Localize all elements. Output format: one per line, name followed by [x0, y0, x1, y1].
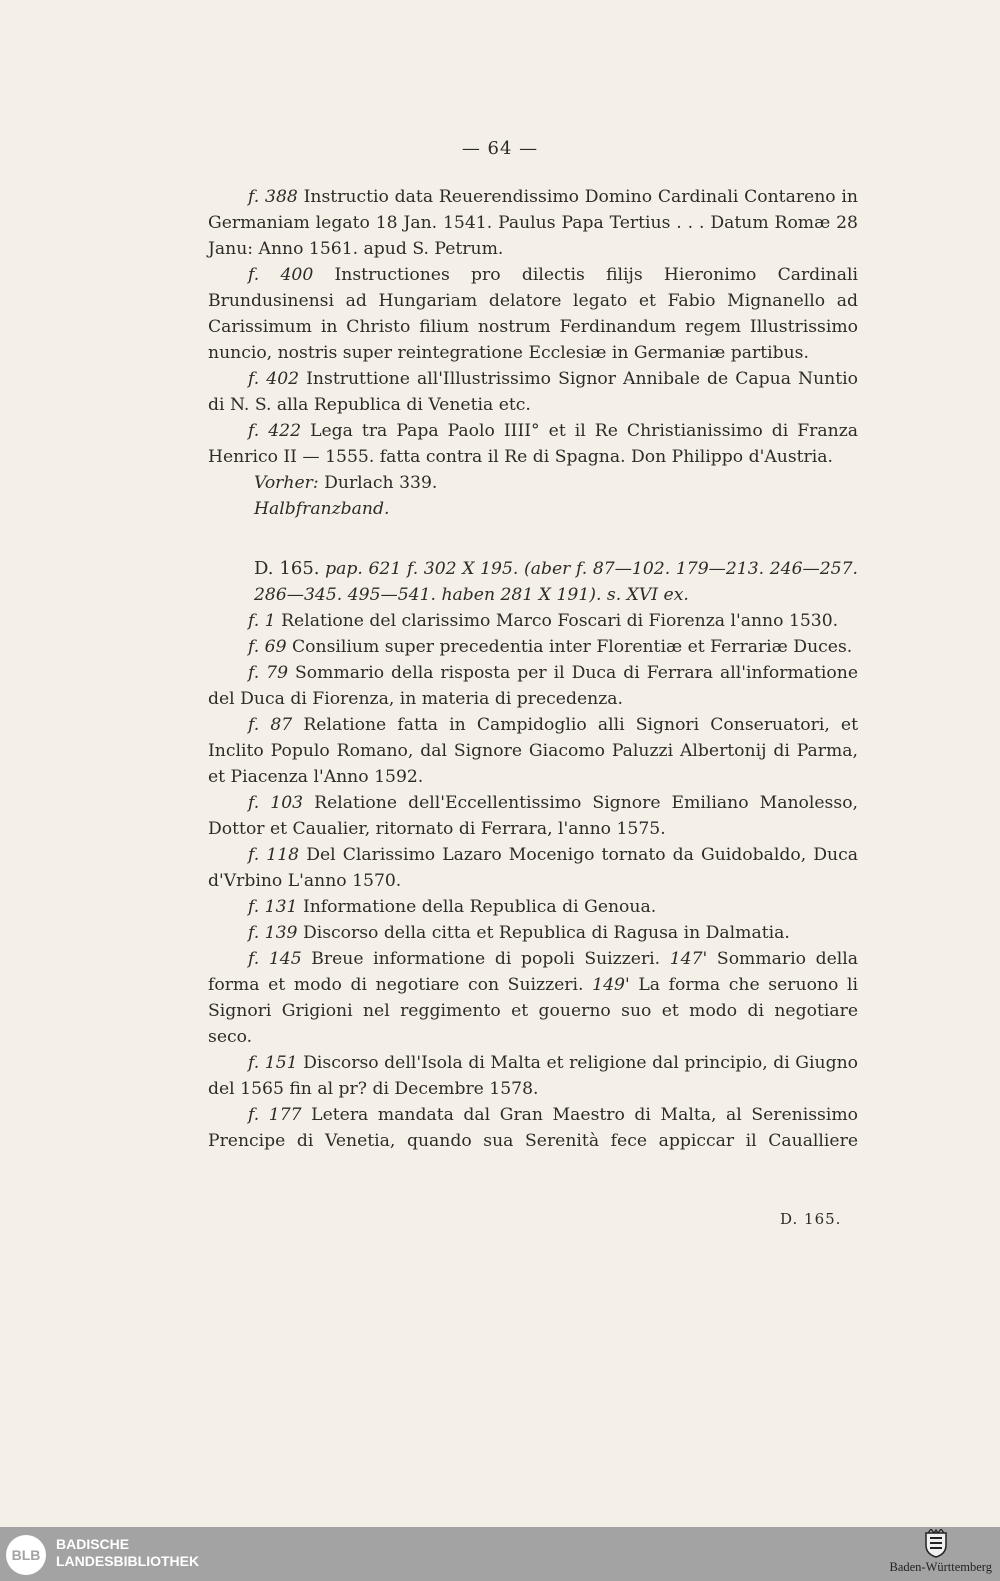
region-label: Baden-Württemberg — [889, 1560, 992, 1574]
folio-ref: f. 402 — [248, 369, 300, 389]
item-f87 — [208, 712, 858, 790]
item-text: Consilium super precedentia inter Florentiæ et Ferrariæ Duces. — [286, 637, 853, 657]
folio-ref: f. 69 — [248, 637, 287, 657]
provenance-label: Vorher: — [254, 473, 319, 493]
item-text: Del Clarissimo Lazaro Mocenigo tornato da Guidobaldo, Duca d'Vrbino L'anno 1570. — [208, 845, 858, 891]
item-f139 — [208, 920, 858, 946]
library-name[interactable] — [56, 1536, 199, 1570]
library-name-line2: LANDESBIBLIOTHEK — [56, 1553, 200, 1569]
folio-ref: f. 388 — [248, 187, 298, 207]
item-f131 — [208, 894, 858, 920]
manuscript-signature: D. 165. — [254, 558, 320, 579]
catchword: D. 165. — [780, 1210, 842, 1228]
folio-ref: f. 1 — [248, 611, 276, 631]
item-f118 — [208, 842, 858, 894]
item-text: Sommario della risposta per il Duca di Ferrara all'informatione del Duca di Fiorenza, in materia di precedenza. — [208, 663, 859, 709]
folio-ref: f. 422 — [248, 421, 302, 441]
entry-text: Instructiones pro dilectis filijs Hieronimo Cardinali Brundusinensi ad Hungariam delatore legato et Fabio Mignanello ad Carissimum in Christo filium nostrum Ferdinandum regem Illustrissimo nuncio, nostris super reintegratione Ecclesiæ in Germaniæ partibus. — [208, 265, 858, 363]
provenance-note — [208, 470, 858, 496]
item-text: Informatione della Republica di Genoua. — [297, 897, 657, 917]
folio-ref-149: 149' — [592, 975, 630, 995]
folio-ref: f. 87 — [248, 715, 293, 735]
library-name-line1: BADISCHE — [56, 1536, 130, 1552]
item-text: Discorso dell'Isola di Malta et religione dal principio, di Giugno del 1565 fin al pr? di Decembre 1578. — [208, 1053, 858, 1099]
item-f145 — [208, 946, 858, 1050]
item-f151 — [208, 1050, 858, 1102]
item-text-149: La forma che seruono li Signori Grigioni nel reggimento et gouerno suo et modo di negotiare seco. — [208, 975, 858, 1047]
blb-logo[interactable]: BLB — [6, 1535, 46, 1575]
manuscript-description: pap. 621 f. 302 X 195. (aber f. 87—102. 179—213. 246—257. 286—345. 495—541. haben 281 X 191). s. XVI ex. — [254, 559, 859, 605]
entry-text: Instructio data Reuerendissimo Domino Cardinali Contareno in Germaniam legato 18 Jan. 1541. Paulus Papa Tertius . . . Datum Romæ 28 Janu: Anno 1561. apud S. Petrum. — [208, 187, 858, 259]
folio-ref: f. 139 — [248, 923, 298, 943]
item-text: Relatione del clarissimo Marco Foscari di Fiorenza l'anno 1530. — [275, 611, 839, 631]
folio-ref: f. 151 — [248, 1053, 298, 1073]
item-text: Letera mandata dal Gran Maestro di Malta, al Serenissimo Prencipe di Venetia, quando sua Serenità fece appiccar il Caualliere — [208, 1105, 858, 1151]
item-f69 — [208, 634, 858, 660]
item-text: Relatione dell'Eccellentissimo Signore Emiliano Manolesso, Dottor et Caualier, ritornato di Ferrara, l'anno 1575. — [208, 793, 859, 839]
item-f103 — [208, 790, 858, 842]
item-text: Breue informatione di popoli Suizzeri. — [301, 949, 670, 969]
entry-f402 — [208, 366, 858, 418]
entry-text: Lega tra Papa Paolo IIII° et il Re Christianissimo di Franza Henrico II — 1555. fatta contra il Re di Spagna. Don Philippo d'Austria. — [208, 421, 858, 467]
footer-bar — [0, 1527, 1000, 1581]
entry-f388 — [208, 184, 858, 262]
item-text: Relatione fatta in Campidoglio alli Signori Conseruatori, et Inclito Populo Romano, dal Signore Giacomo Paluzzi Albertonij di Parma, et Piacenza l'Anno 1592. — [208, 715, 858, 787]
coat-of-arms-icon — [922, 1529, 950, 1559]
item-f79 — [208, 660, 858, 712]
folio-ref: f. 145 — [248, 949, 302, 969]
binding-note: Halbfranzband. — [254, 499, 390, 519]
folio-ref: f. 177 — [248, 1105, 302, 1125]
manuscript-heading — [208, 556, 858, 608]
entry-f400 — [208, 262, 858, 366]
folio-ref: f. 400 — [248, 265, 314, 285]
page-number: — 64 — — [461, 138, 539, 159]
folio-ref-147: 147' — [669, 949, 708, 969]
item-f177 — [208, 1102, 858, 1154]
folio-ref: f. 103 — [248, 793, 304, 813]
item-text: Discorso della citta et Republica di Ragusa in Dalmatia. — [297, 923, 790, 943]
item-text-147: Sommario della forma et modo di negotiare con Suizzeri. — [208, 949, 858, 995]
catalog-text — [208, 184, 858, 1154]
folio-ref: f. 118 — [248, 845, 300, 865]
entry-text: Instruttione all'Illustrissimo Signor Annibale de Capua Nuntio di N. S. alla Republica di Venetia etc. — [208, 369, 858, 415]
entry-f422 — [208, 418, 858, 470]
item-f1 — [208, 608, 858, 634]
folio-ref: f. 79 — [248, 663, 289, 683]
provenance-text: Durlach 339. — [318, 473, 438, 493]
folio-ref: f. 131 — [248, 897, 298, 917]
